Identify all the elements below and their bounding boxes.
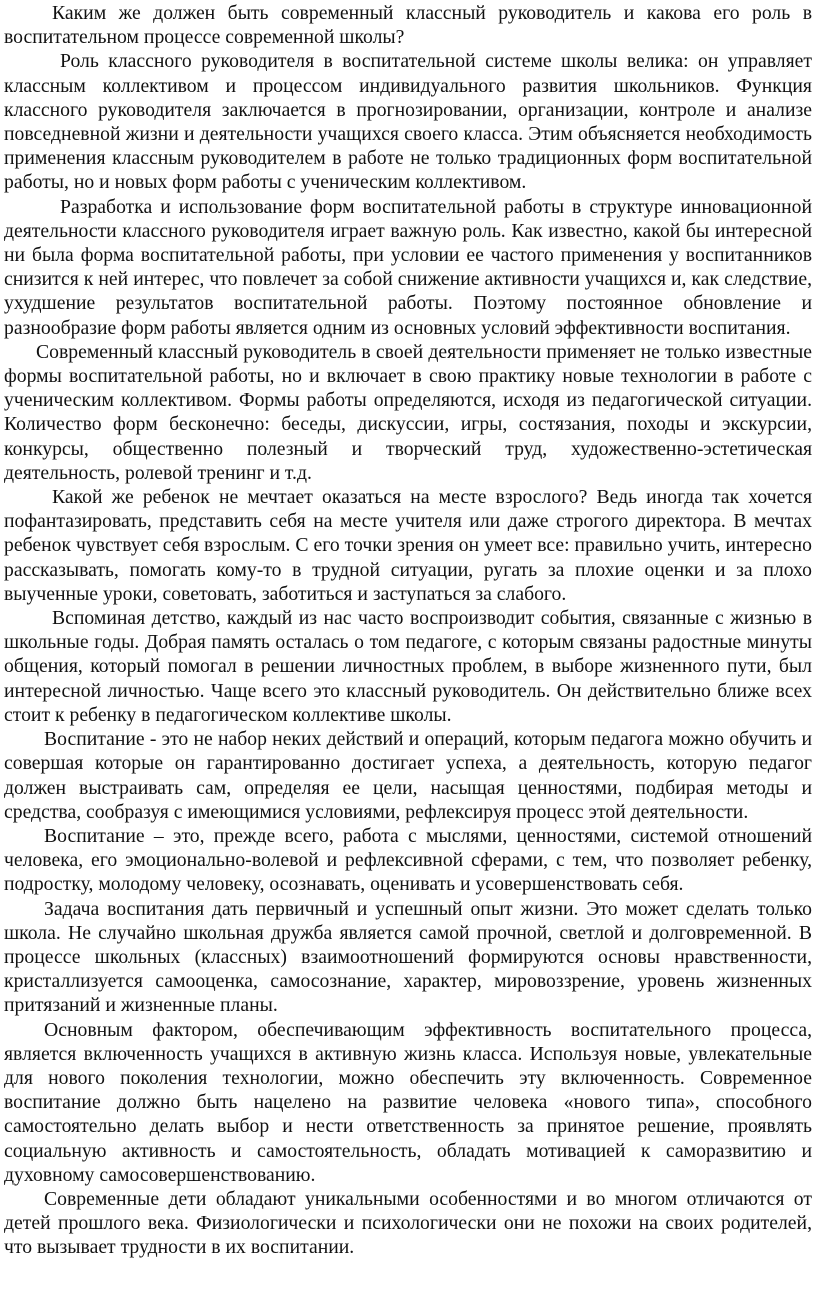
paragraph-upbringing-values: Воспитание – это, прежде всего, работа с мыслями, ценностями, системой отношений человека, его эмоционально-волевой и рефлексивной сферами, с тем, что позволяет ребенку, подростку, молодому человеку, осознавать, оценивать и усовершенствовать себя. bbox=[4, 824, 812, 896]
paragraph-child-dreams: Какой же ребенок не мечтает оказаться на месте взрослого? Ведь иногда так хочется пофантазировать, представить себя на месте учителя или даже строгого директора. В мечтах ребенок чувствует себя взрослым. С его точки зрения он умеет все: правильно учить, интересно рассказывать, помогать кому-то в трудной ситуации, ругать за плохие оценки и за плохо выученные уроки, советовать, заботиться и заступаться за слабого. bbox=[4, 486, 812, 605]
paragraph-childhood-memories: Вспоминая детство, каждый из нас часто воспроизводит события, связанные с жизнью в школьные годы. Добрая память осталась о том педагоге, с которым связаны радостные минуты общения, который помогал в решении личностных проблем, в выборе жизненного пути, был интересной личностью. Чаще всего это классный руководитель. Он действительно ближе всех стоит к ребенку в педагогическом коллективе школы. bbox=[4, 607, 812, 726]
paragraph-upbringing-task: Задача воспитания дать первичный и успешный опыт жизни. Это может сделать только школа. Не случайно школьная дружба является самой прочной, светлой и долговременной. В процессе школьных (классных) взаимоотношений формируются основы нравственности, кристаллизуется самооценка, самосознание, характер, мировоззрение, уровень жизненных притязаний и жизненные планы. bbox=[4, 897, 812, 1017]
paragraph-main-factor: Основным фактором, обеспечивающим эффективность воспитательного процесса, является включенность учащихся в активную жизнь класса. Используя новые, увлекательные для нового поколения технологии, можно обеспечить эту включенность. Современное воспитание должно быть нацелено на развитие человека «нового типа», способного самостоятельно делать выбор и нести ответственность за принятое решение, проявлять социальную активность и самостоятельность, обладать мотивацией к саморазвитию и духовному самосовершенствованию. bbox=[4, 1018, 812, 1186]
paragraph-role: Роль классного руководителя в воспитательной системе школы велика: он управляет классным коллективом и процессом индивидуального развития школьников. Функция классного руководителя заключается в прогнозировании, организации, контроле и анализе повседневной жизни и деятельности учащихся своего класса. Этим объясняется необходимость применения классным руководителем в работе не только традиционных форм воспитательной работы, но и новых форм работы с ученическим коллективом. bbox=[4, 50, 812, 194]
paragraph-modern-teacher: Современный классный руководитель в своей деятельности применяет не только известные формы воспитательной работы, но и включает в свою практику новые технологии в работе с ученическим коллективом. Формы работы определяются, исходя из педагогической ситуации. Количество форм бесконечно: беседы, дискуссии, игры, состязания, походы и экскурсии, конкурсы, общественно полезный и творческий труд, художественно-эстетическая деятельность, ролевой тренинг и т.д. bbox=[4, 340, 812, 484]
paragraph-upbringing-definition: Воспитание - это не набор неких действий и операций, которым педагога можно обучить и совершая которые он гарантированно достигает успеха, а деятельность, которую педагог должен выстраивать сам, определяя ее цели, насыщая ценностями, подбирая методы и средства, сообразуя с имеющимися условиями, рефлексируя процесс этой деятельности. bbox=[4, 728, 812, 823]
document-page bbox=[4, 1, 812, 1260]
paragraph-forms-development: Разработка и использование форм воспитательной работы в структуре инновационной деятельности классного руководителя играет важную роль. Как известно, какой бы интересной ни была форма воспитательной работы, при условии ее частого применения у воспитанников снизится к ней интерес, что повлечет за собой снижение активности учащихся и, как следствие, ухудшение результатов воспитательной работы. Поэтому постоянное обновление и разнообразие форм работы является одним из основных условий эффективности воспитания. bbox=[4, 195, 812, 339]
paragraph-modern-children: Современные дети обладают уникальными особенностями и во многом отличаются от детей прошлого века. Физиологически и психологически они не похожи на своих родителей, что вызывает трудности в их воспитании. bbox=[4, 1187, 812, 1259]
paragraph-question: Каким же должен быть современный классный руководитель и какова его роль в воспитательном процессе современной школы? bbox=[4, 2, 812, 49]
